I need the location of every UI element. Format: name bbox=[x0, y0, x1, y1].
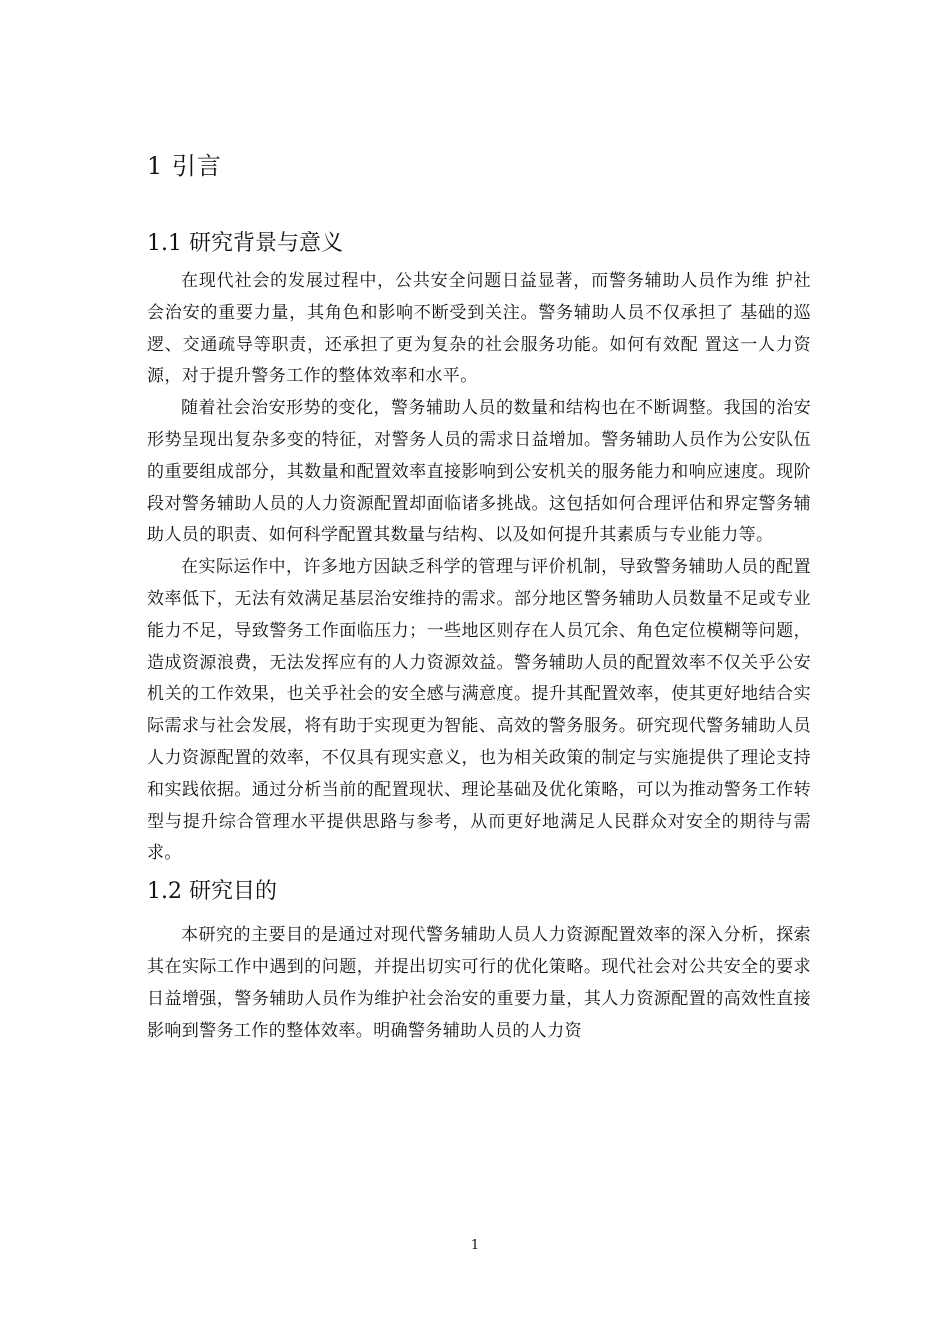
section-heading: 1.1 研究背景与意义 bbox=[147, 231, 343, 256]
chapter-title: 1 引言 bbox=[147, 152, 222, 180]
body-paragraph: 随着社会治安形势的变化，警务辅助人员的数量和结构也在不断调整。我国的治安形势呈现出复杂多变的特征，对警务人员的需求日益增加。警务辅助人员作为公安队伍的重要组成部分，其数量和配置效率直接影响到公安机关的服务能力和响应速度。现阶段对警务辅助人员的人力资源配置却面临诸多挑战。这包括如何合理评估和界定警务辅助人员的职责、如何科学配置其数量与结构、以及如何提升其素质与专业能力等。 bbox=[147, 398, 811, 546]
body-paragraph: 在现代社会的发展过程中，公共安全问题日益显著，而警务辅助人员作为维 护社会治安的重要力量，其角色和影响不断受到关注。警务辅助人员不仅承担了 基础的巡逻、交通疏导等职责，还承担了更为复杂的社会服务功能。如何有效配 置这一人力资源，对于提升警务工作的整体效率和水平。 bbox=[147, 271, 811, 387]
section-heading: 1.2 研究目的 bbox=[147, 879, 277, 905]
page-body bbox=[147, 145, 811, 1047]
page-number: 1 bbox=[470, 1238, 480, 1253]
body-paragraph: 本研究的主要目的是通过对现代警务辅助人员人力资源配置效率的深入分析，探索其在实际工作中遇到的问题，并提出切实可行的优化策略。现代社会对公共安全的要求日益增强，警务辅助人员作为维护社会治安的重要力量，其人力资源配置的高效性直接影响到警务工作的整体效率。明确警务辅助人员的人力资 bbox=[147, 925, 811, 1041]
body-paragraph: 在实际运作中，许多地方因缺乏科学的管理与评价机制，导致警务辅助人员的配置效率低下，无法有效满足基层治安维持的需求。部分地区警务辅助人员数量不足或专业能力不足，导致警务工作面临压力；一些地区则存在人员冗余、角色定位模糊等问题，造成资源浪费，无法发挥应有的人力资源效益。警务辅助人员的配置效率不仅关乎公安机关的工作效果，也关乎社会的安全感与满意度。提升其配置效率，使其更好地结合实际需求与社会发展，将有助于实现更为智能、高效的警务服务。研究现代警务辅助人员人力资源配置的效率，不仅具有现实意义，也为相关政策的制定与实施提供了理论支持和实践依据。通过分析当前的配置现状、理论基础及优化策略，可以为推动警务工作转型与提升综合管理水平提供思路与参考，从而更好地满足人民群众对安全的期待与需求。 bbox=[147, 557, 811, 864]
